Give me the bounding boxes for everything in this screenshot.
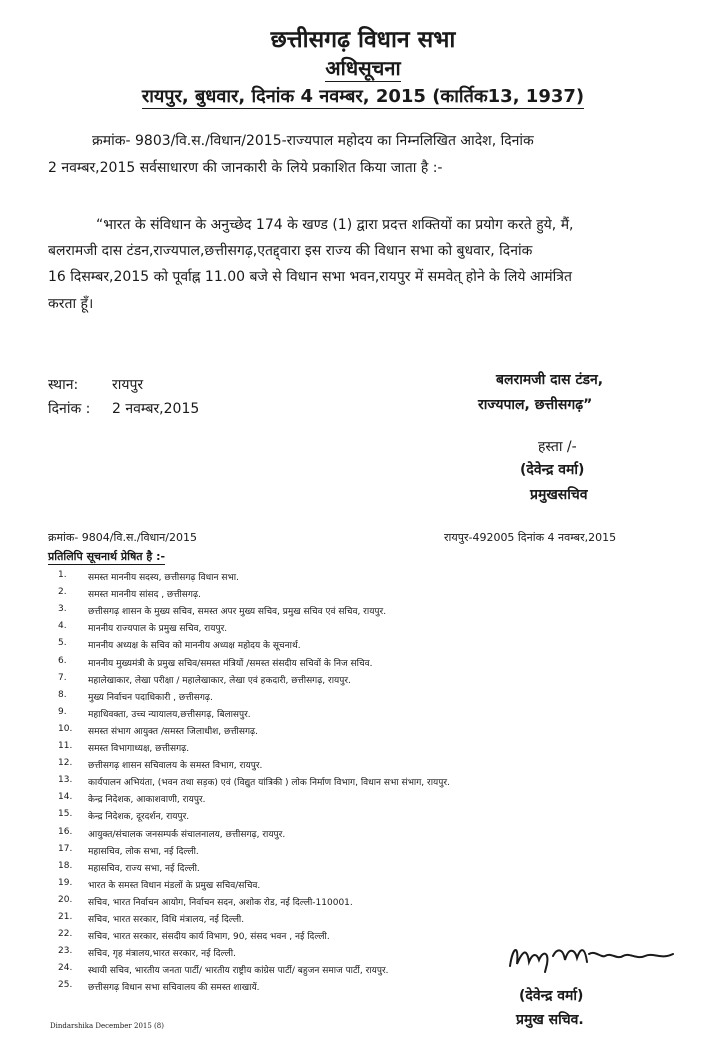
copy-item-number: 24. xyxy=(58,963,73,973)
copy-item-number: 7. xyxy=(58,673,67,683)
secretary-name: (देवेन्द्र वर्मा) xyxy=(520,462,585,478)
closing-designation: प्रमुख सचिव. xyxy=(516,1012,584,1028)
copy-item-number: 4. xyxy=(58,621,67,631)
copy-item-text: माननीय मुख्यमंत्री के प्रमुख सचिव/समस्त मंत्रियों /समस्त संसदीय सचिवों के निज सचिव. xyxy=(88,659,373,669)
date-value: 2 नवम्बर,2015 xyxy=(112,401,200,417)
footer-text: Dindarshika December 2015 (8) xyxy=(50,1022,164,1030)
order-line-2: बलरामजी दास टंडन,राज्यपाल,छत्तीसगढ़,एतद्द्वारा इस राज्य की विधान सभा को बुधवार, दिनांक xyxy=(48,243,533,259)
copy-item-number: 5. xyxy=(58,638,67,648)
handwritten-signature xyxy=(505,936,680,976)
copy-item-number: 17. xyxy=(58,844,73,854)
copy-item-text: केन्द्र निदेशक, आकाशवाणी, रायपुर. xyxy=(88,795,206,805)
copy-item-number: 12. xyxy=(58,758,73,768)
copy-item-text: कार्यपालन अभियंता, (भवन तथा सड़क) एवं (विद्युत यांत्रिकी ) लोक निर्माण विभाग, विधान सभा संभाग, रायपुर. xyxy=(88,778,450,788)
copy-item-number: 22. xyxy=(58,929,73,939)
copy-item-text: सचिव, भारत सरकार, संसदीय कार्य विभाग, 90, संसद भवन , नई दिल्ली. xyxy=(88,932,330,942)
copy-item-number: 18. xyxy=(58,861,73,871)
copy-item-text: सचिव, भारत सरकार, विधि मंत्रालय, नई दिल्ली. xyxy=(88,915,245,925)
governor-title: राज्यपाल, छत्तीसगढ़” xyxy=(478,397,593,413)
governor-name: बलरामजी दास टंडन, xyxy=(496,372,604,388)
copy-item-text: माननीय अध्यक्ष के सचिव को माननीय अध्यक्ष महोदय के सूचनार्थ. xyxy=(88,641,301,651)
closing-name: (देवेन्द्र वर्मा) xyxy=(519,988,584,1004)
date-label: दिनांक : xyxy=(48,401,91,417)
copy-item-number: 25. xyxy=(58,980,73,990)
copy-item-text: महासचिव, राज्य सभा, नई दिल्ली. xyxy=(88,864,200,874)
dateline-text: रायपुर, बुधवार, दिनांक 4 नवम्बर, 2015 (कार्तिक13, 1937) xyxy=(141,86,585,107)
order-line-1: “भारत के संविधान के अनुच्छेद 174 के खण्ड (1) द्वारा प्रदत्त शक्तियों का प्रयोग करते हुये, मैं, xyxy=(96,217,574,233)
copy-item-text: सचिव, गृह मंत्रालय,भारत सरकार, नई दिल्ली. xyxy=(88,949,236,959)
copy-item-number: 3. xyxy=(58,604,67,614)
copy-item-text: केन्द्र निदेशक, दूरदर्शन, रायपुर. xyxy=(88,812,190,822)
copy-item-text: छत्तीसगढ़ शासन के मुख्य सचिव, समस्त अपर मुख्य सचिव, प्रमुख सचिव एवं सचिव, रायपुर. xyxy=(88,607,387,617)
copy-item-text: समस्त विभागाध्यक्ष, छत्तीसगढ़. xyxy=(88,744,190,754)
copy-ref-number: क्रमांक- 9804/वि.स./विधान/2015 xyxy=(48,531,197,544)
copy-heading: प्रतिलिपि सूचनार्थ प्रेषित है :- xyxy=(48,550,166,563)
copy-item-number: 15. xyxy=(58,809,73,819)
copy-item-text: सचिव, भारत निर्वाचन आयोग, निर्वाचन सदन, अशोक रोड, नई दिल्ली-110001. xyxy=(88,898,353,908)
copy-item-number: 14. xyxy=(58,792,73,802)
copy-item-text: छत्तीसगढ़ विधान सभा सचिवालय की समस्त शाखायें. xyxy=(88,983,260,993)
secretary-designation: प्रमुखसचिव xyxy=(530,487,588,503)
copy-item-text: मुख्य निर्वाचन पदाधिकारी , छत्तीसगढ़. xyxy=(88,693,213,703)
copy-item-number: 6. xyxy=(58,656,67,666)
document-subtitle xyxy=(0,54,726,81)
copy-item-text: स्थायी सचिव, भारतीय जनता पार्टी/ भारतीय राष्ट्रीय कांग्रेस पार्टी/ बहुजन समाज पार्टी, रायपुर. xyxy=(88,966,389,976)
copy-item-number: 8. xyxy=(58,690,67,700)
copy-item-number: 13. xyxy=(58,775,73,785)
copy-item-text: समस्त संभाग आयुक्त /समस्त जिलाधीश, छत्तीसगढ़. xyxy=(88,727,258,737)
copy-item-number: 11. xyxy=(58,741,73,751)
copy-item-text: आयुक्त/संचालक जनसम्पर्क संचालनालय, छत्तीसगढ़, रायपुर. xyxy=(88,830,286,840)
copy-item-number: 19. xyxy=(58,878,73,888)
order-line-4: करता हूँ। xyxy=(48,296,94,312)
copy-item-number: 1. xyxy=(58,570,67,580)
intro-line-1: क्रमांक- 9803/वि.स./विधान/2015-राज्यपाल महोदय का निम्नलिखित आदेश, दिनांक xyxy=(92,133,534,149)
document-title: छत्तीसगढ़ विधान सभा xyxy=(270,27,456,53)
copy-item-number: 23. xyxy=(58,946,73,956)
copy-item-text: माननीय राज्यपाल के प्रमुख सचिव, रायपुर. xyxy=(88,624,228,634)
intro-line-2: 2 नवम्बर,2015 सर्वसाधारण की जानकारी के लिये प्रकाशित किया जाता है :- xyxy=(48,160,443,176)
subtitle-text: अधिसूचना xyxy=(325,56,401,80)
dateline xyxy=(0,84,726,108)
place-label: स्थान: xyxy=(48,377,79,393)
copy-item-number: 9. xyxy=(58,707,67,717)
copy-item-text: महालेखाकार, लेखा परीक्षा / महालेखाकार, लेखा एवं हकदारी, छत्तीसगढ़, रायपुर. xyxy=(88,676,351,686)
copy-item-number: 2. xyxy=(58,587,67,597)
copy-item-text: महाधिवक्ता, उच्च न्यायालय,छत्तीसगढ़, बिलासपुर. xyxy=(88,710,251,720)
copy-item-number: 16. xyxy=(58,827,73,837)
order-line-3: 16 दिसम्बर,2015 को पूर्वाह्न 11.00 बजे से विधान सभा भवन,रायपुर में समवेत् होने के लिये आमंत्रित xyxy=(48,269,572,285)
copy-item-text: समस्त माननीय सदस्य, छत्तीसगढ़ विधान सभा. xyxy=(88,573,239,583)
copy-item-text: महासचिव, लोक सभा, नई दिल्ली. xyxy=(88,847,199,857)
copy-item-number: 20. xyxy=(58,895,73,905)
copy-item-number: 21. xyxy=(58,912,73,922)
copy-ref-date: रायपुर-492005 दिनांक 4 नवम्बर,2015 xyxy=(444,531,617,544)
copy-item-number: 10. xyxy=(58,724,73,734)
copy-item-text: समस्त माननीय सांसद , छत्तीसगढ़. xyxy=(88,590,201,600)
place-value: रायपुर xyxy=(112,377,144,393)
copy-item-text: भारत के समस्त विधान मंडलों के प्रमुख सचिव/सचिव. xyxy=(88,881,261,891)
copy-item-text: छत्तीसगढ़ शासन सचिवालय के समस्त विभाग, रायपुर. xyxy=(88,761,263,771)
signed-mark: हस्ता /- xyxy=(538,439,577,455)
